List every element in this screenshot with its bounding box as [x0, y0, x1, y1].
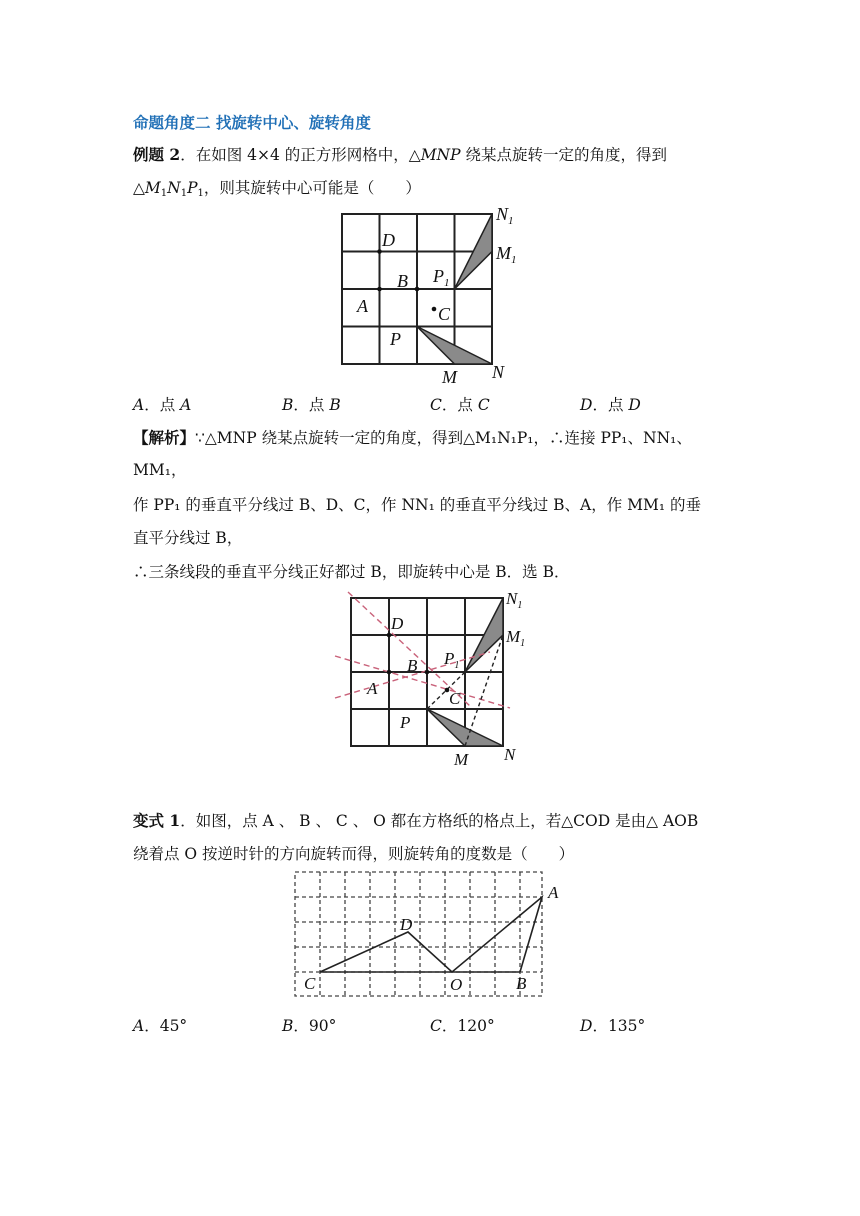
- variant-1-option-d[interactable]: D．135°: [580, 1017, 646, 1035]
- variant-1-option-b[interactable]: B．90°: [282, 1017, 337, 1035]
- label-n1: $N_1$: [496, 204, 514, 227]
- example-2-line-2: $\triangle M_1N_1P_1$，则其旋转中心可能是（ ）: [133, 179, 421, 199]
- svg-text:C: C: [449, 689, 461, 708]
- solution-line-5: ∴三条线段的垂直平分线正好都过 B，即旋转中心是 B．选 B．: [133, 563, 570, 581]
- label-c: C: [438, 304, 451, 324]
- variant-1-grid-figure: [290, 868, 570, 1003]
- variant-1-label: 变式 1: [133, 811, 181, 830]
- variant-1-line-1: 变式 1．如图，点 A 、 B 、 C 、 O 都在方格纸的格点上，若△COD 是由△ AOB: [133, 811, 699, 830]
- label-c-v1: C: [304, 974, 316, 993]
- solution-line-2: MM₁，: [133, 461, 187, 479]
- svg-text:D: D: [391, 614, 404, 633]
- solution-line-3: 作 PP₁ 的垂直平分线过 B、D、C，作 NN₁ 的垂直平分线过 B、A，作 MM₁ 的垂: [133, 496, 702, 514]
- variant-1-option-c[interactable]: C．120°: [430, 1017, 495, 1035]
- label-n: N: [492, 362, 505, 382]
- svg-text:P1: $P_1$: [444, 649, 460, 671]
- label-d: D: [382, 230, 395, 250]
- solution-line-4: 直平分线过 B，: [133, 529, 243, 547]
- label-a: A: [357, 296, 368, 316]
- label-p: P: [390, 329, 401, 349]
- label-a-v1: A: [548, 883, 559, 902]
- variant-1-option-a[interactable]: A．45°: [133, 1017, 188, 1035]
- label-d-v1: D: [400, 915, 413, 934]
- svg-text:N: N: [504, 745, 516, 764]
- example-2-option-d[interactable]: D．点 D: [580, 396, 641, 414]
- variant-1-line-2: 绕着点 O 按逆时针的方向旋转而得，则旋转角的度数是（ ）: [133, 845, 575, 863]
- example-2-option-c[interactable]: C．点 C: [430, 396, 490, 414]
- label-m1: $M_1$: [496, 243, 517, 266]
- label-b: B: [397, 271, 408, 291]
- svg-text:N1: $N_1$: [506, 589, 523, 611]
- example-2-grid-figure: [330, 200, 530, 390]
- section-heading: 命题角度二 找旋转中心、旋转角度: [133, 114, 371, 132]
- svg-text:M: M: [454, 750, 469, 769]
- example-2-option-b[interactable]: B．点 B: [282, 396, 341, 414]
- example-2-line-1: 例题 2．在如图 4×4 的正方形网格中，△MNP 绕某点旋转一定的角度，得到: [133, 145, 667, 164]
- label-p1: $P_1$: [433, 266, 450, 289]
- example-2-label: 例题 2: [133, 145, 181, 164]
- svg-text:A: A: [367, 679, 378, 698]
- solution-line-1: 【解析】∵△MNP 绕某点旋转一定的角度，得到△M₁N₁P₁，∴连接 PP₁、NN₁、: [133, 428, 692, 447]
- svg-text:B: B: [407, 656, 418, 675]
- label-b-v1: B: [516, 974, 527, 993]
- label-o-v1: O: [450, 975, 463, 994]
- svg-text:M1: $M_1$: [506, 627, 526, 649]
- label-m: M: [442, 367, 457, 387]
- solution-grid-figure: [330, 588, 530, 773]
- svg-text:P: P: [400, 713, 411, 732]
- example-2-option-a[interactable]: A．点 A: [133, 396, 192, 414]
- solution-tag: 【解析】: [133, 428, 196, 447]
